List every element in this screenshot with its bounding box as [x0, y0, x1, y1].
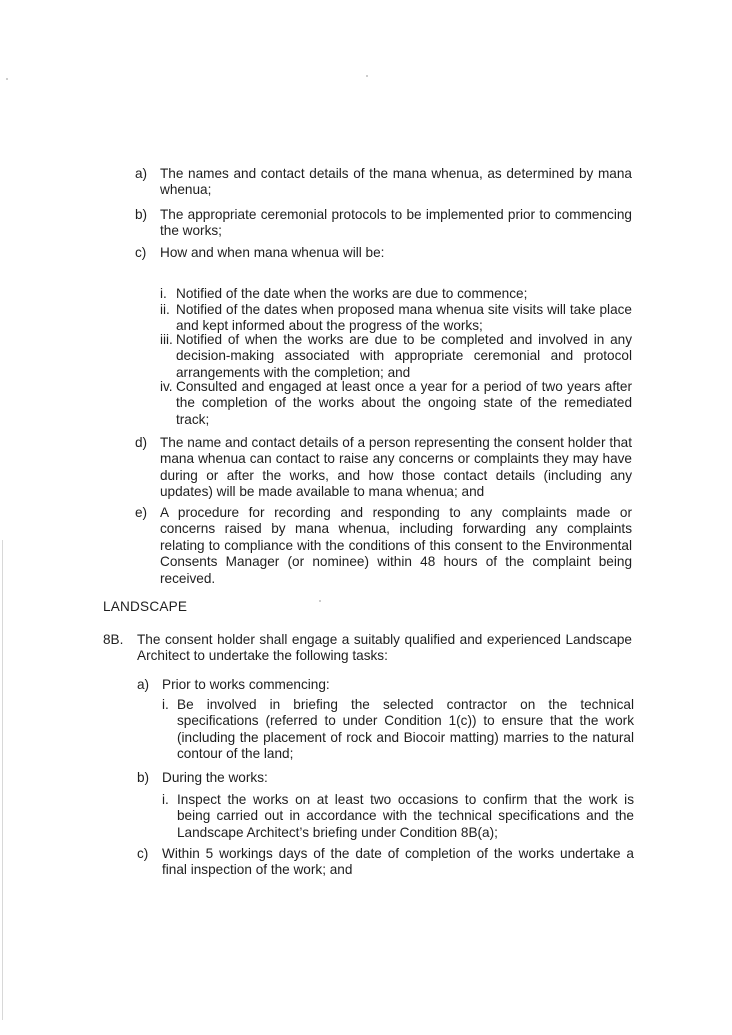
landscape-a-text: Prior to works commencing: — [162, 677, 330, 692]
item-a-label: a) — [135, 166, 148, 181]
subitem-c-i-text: Notified of the date when the works are due to commence; — [176, 286, 528, 301]
condition-8b-label: 8B. — [103, 632, 124, 647]
landscape-b-label: b) — [137, 770, 150, 785]
item-c-text: How and when mana whenua will be: — [160, 245, 385, 260]
item-e-text: A procedure for recording and responding to any complaints made or concerns raised by mana whenua, including forwarding any complaints relating to compliance with the conditions of this consent to the Environmental Consents Manager (or nominee) within 48 hours of the complaint being received. — [160, 505, 632, 586]
subitem-c-iv-label: iv. — [160, 379, 173, 394]
item-d-text: The name and contact details of a person representing the consent holder that mana whenua can contact to raise any concerns or complaints they may have during or after the works, and how those contact details (including any updates) will be made available to mana whenua; and — [160, 435, 632, 500]
subitem-c-iii-text: Notified of when the works are due to be completed and involved in any decision-making associated with appropriate ceremonial and protocol arrangements with the completion; and — [176, 332, 632, 380]
item-e-label: e) — [135, 505, 148, 520]
item-b-text: The appropriate ceremonial protocols to be implemented prior to commencing the works; — [160, 207, 632, 239]
landscape-a-sub-text: Be involved in briefing the selected contractor on the technical specifications (referred to under Condition 1(c)) to ensure that the work (including the placement of rock and Biocoir matting) marries to the natural contour of the land; — [177, 697, 634, 762]
landscape-b-sub-label: i. — [162, 792, 169, 807]
landscape-b-sub-text: Inspect the works on at least two occasions to confirm that the work is being carried out in accordance with the technical specifications and the Landscape Architect’s briefing under Condition 8B(a); — [177, 792, 634, 840]
scan-speck — [366, 75, 368, 77]
item-b-label: b) — [135, 207, 148, 222]
subitem-c-iv-text: Consulted and engaged at least once a year for a period of two years after the completion of the works about the ongoing state of the remediated track; — [176, 379, 632, 427]
item-d-label: d) — [135, 435, 148, 450]
landscape-a-label: a) — [137, 677, 150, 692]
subitem-c-ii-text: Notified of the dates when proposed mana whenua site visits will take place and kept informed about the progress of the works; — [176, 302, 632, 334]
landscape-c-label: c) — [137, 846, 149, 861]
landscape-c-text: Within 5 workings days of the date of completion of the works undertake a final inspection of the work; and — [162, 846, 634, 878]
landscape-b-text: During the works: — [162, 770, 268, 785]
item-c-label: c) — [135, 245, 147, 260]
landscape-heading: LANDSCAPE — [103, 599, 188, 614]
condition-8b-text: The consent holder shall engage a suitably qualified and experienced Landscape Architect to undertake the following tasks: — [137, 632, 632, 664]
landscape-a-sub-label: i. — [162, 697, 169, 712]
scan-edge-line — [2, 540, 3, 1020]
scan-speck — [319, 600, 321, 602]
subitem-c-iii-label: iii. — [160, 332, 173, 347]
scan-speck — [6, 78, 8, 80]
subitem-c-i-label: i. — [160, 286, 167, 301]
subitem-c-ii-label: ii. — [160, 302, 170, 317]
item-a-text: The names and contact details of the mana whenua, as determined by mana whenua; — [160, 166, 632, 198]
